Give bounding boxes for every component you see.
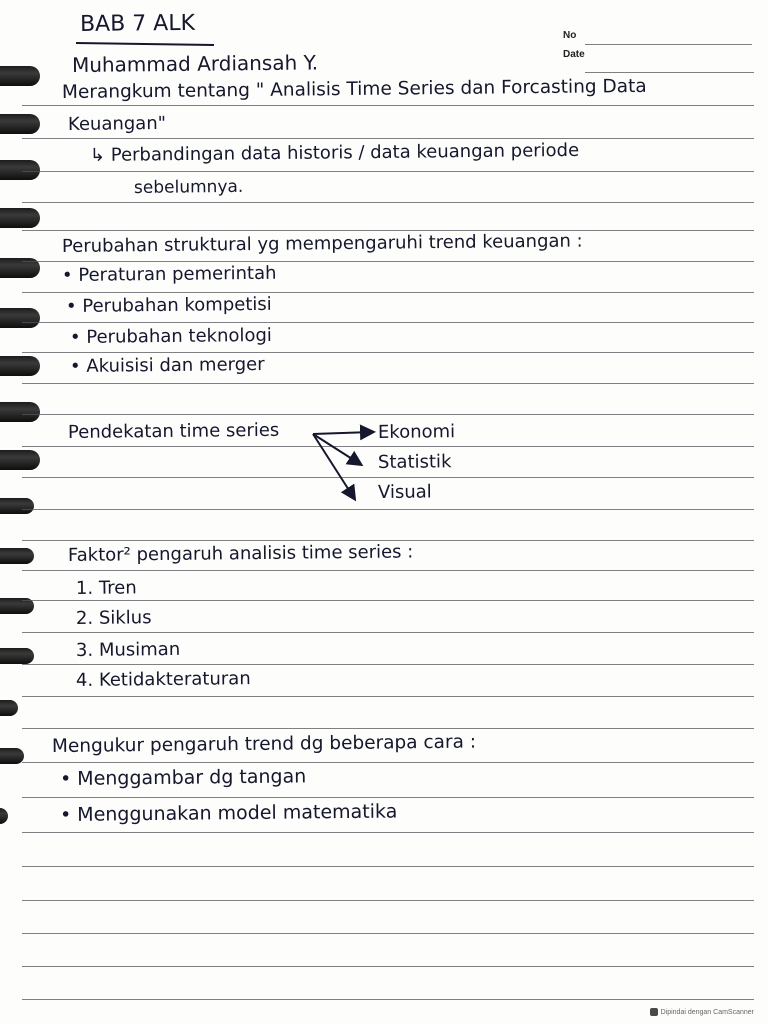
ruled-line (585, 72, 754, 73)
binding-ring (0, 356, 40, 376)
ruled-line (22, 383, 754, 384)
approach-arrows (310, 424, 380, 508)
ruled-line (22, 728, 754, 729)
approach-item-economy: Ekonomi (377, 421, 456, 443)
ruled-line (22, 664, 754, 665)
author-name: Muhammad Ardiansah Y. (71, 50, 319, 77)
ruled-line (22, 414, 754, 415)
measure-item: • Menggunakan model matematika (59, 800, 398, 826)
ruled-line (22, 322, 754, 323)
factor-item: 2. Siklus (75, 607, 152, 629)
ruled-line (22, 446, 754, 447)
ruled-line (22, 797, 754, 798)
ruled-line (22, 762, 754, 763)
binding-ring (0, 308, 40, 328)
binding-ring (0, 66, 40, 86)
date-label: Date (563, 49, 585, 60)
measure-item: • Menggambar dg tangan (59, 765, 307, 790)
ruled-line (22, 509, 754, 510)
ruled-line (22, 292, 754, 293)
approach-item-visual: Visual (377, 481, 432, 503)
ruled-line (22, 477, 754, 478)
structural-item: • Perubahan kompetisi (65, 293, 272, 317)
no-line (585, 44, 752, 45)
factor-item: 1. Tren (75, 577, 137, 599)
camscanner-logo-icon (650, 1008, 658, 1016)
page-title: BAB 7 ALK (79, 10, 196, 37)
ruled-line (22, 600, 754, 601)
ruled-line (22, 832, 754, 833)
ruled-line (22, 696, 754, 697)
approach-label: Pendekatan time series (67, 419, 280, 443)
ruled-line (22, 171, 754, 172)
ruled-line (22, 352, 754, 353)
ruled-line (22, 632, 754, 633)
factor-item: 4. Ketidakteraturan (75, 668, 251, 691)
binding-ring (0, 450, 40, 470)
no-label: No (563, 30, 577, 41)
ruled-line (22, 866, 754, 867)
ruled-line (22, 105, 754, 106)
binding-ring (0, 748, 24, 764)
binding-ring (0, 402, 40, 422)
structural-item: • Akuisisi dan merger (69, 353, 265, 377)
scanner-watermark (650, 1008, 754, 1016)
binding-ring (0, 498, 34, 514)
arrow-note-line-2: sebelumnya. (133, 176, 244, 198)
binding-ring (0, 208, 40, 228)
measure-heading: Mengukur pengaruh trend dg beberapa cara : (51, 731, 477, 757)
ruled-line (22, 999, 754, 1000)
factors-heading: Faktor² pengaruh analisis time series : (67, 541, 414, 566)
binding-ring (0, 808, 8, 824)
structural-item: • Peraturan pemerintah (61, 262, 277, 286)
watermark-text: Dipindai dengan CamScanner (660, 1008, 754, 1016)
summary-line-2: Keuangan" (67, 112, 167, 135)
ruled-line (22, 230, 754, 231)
ruled-line (22, 966, 754, 967)
ruled-line (22, 138, 754, 139)
ruled-line (22, 261, 754, 262)
structural-item: • Perubahan teknologi (69, 324, 272, 348)
factor-item: 3. Musiman (75, 638, 181, 661)
ruled-line (22, 570, 754, 571)
approach-item-statistics: Statistik (377, 451, 452, 473)
binding-ring (0, 548, 34, 564)
ruled-line (22, 900, 754, 901)
binding-ring (0, 700, 18, 716)
arrow-note-line-1: ↳ Perbandingan data historis / data keuangan periode (89, 139, 580, 166)
binding-ring (0, 160, 40, 180)
binding-ring (0, 114, 40, 134)
title-underline (76, 42, 214, 46)
summary-line-1: Merangkum tentang " Analisis Time Series dan Forcasting Data (61, 75, 647, 103)
binding-ring (0, 648, 34, 664)
ruled-line (22, 202, 754, 203)
ruled-line (22, 933, 754, 934)
structural-heading: Perubahan struktural yg mempengaruhi trend keuangan : (61, 230, 583, 257)
